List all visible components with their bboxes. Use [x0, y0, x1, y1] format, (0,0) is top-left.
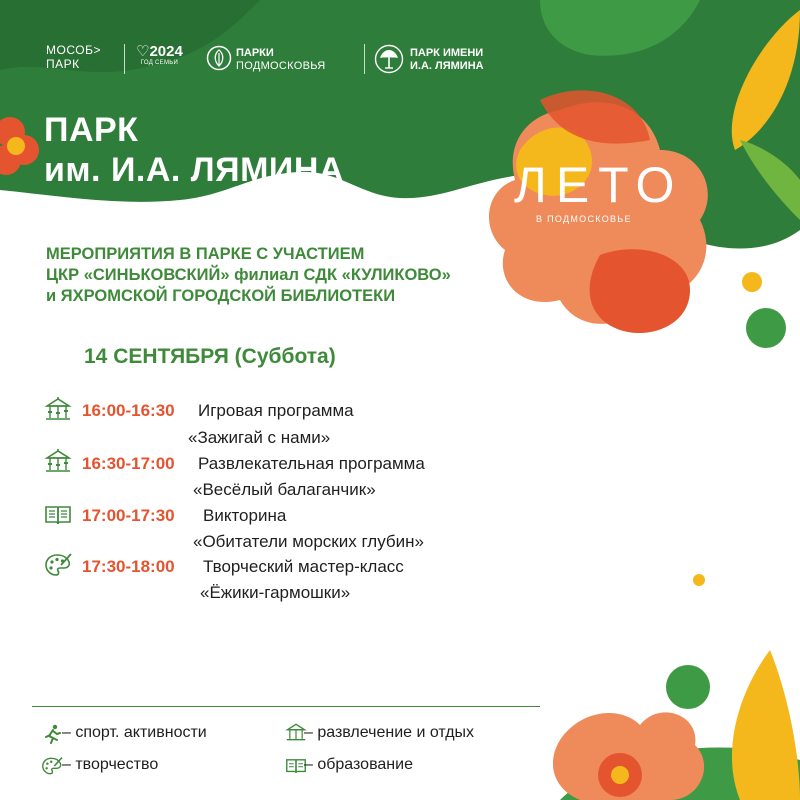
logo-park-lyamina: ПАРК ИМЕНИ И.А. ЛЯМИНА [410, 47, 484, 72]
logo-divider [364, 44, 365, 74]
legend-divider [32, 706, 540, 707]
event-name: Игровая программа [198, 401, 354, 420]
event-time: 17:00-17:30 [82, 506, 175, 525]
event-time: 17:30-18:00 [82, 557, 175, 576]
legend-sport-label: – спорт. активности [62, 724, 207, 741]
green-dot [746, 308, 786, 348]
legend-entertainment-label: – развлечение и отдых [304, 724, 475, 741]
palette-icon [40, 756, 64, 776]
event-name: Викторина [203, 506, 287, 525]
event-name: Творческий мастер-класс [203, 557, 404, 576]
event-date: 14 СЕНТЯБРЯ (Суббота) [84, 345, 336, 368]
palette-icon [44, 552, 72, 578]
logo-mosoblpark: МОСОБ> ПАРК [46, 43, 101, 71]
tree-icon [374, 44, 404, 74]
bottom-right-decor [553, 650, 800, 800]
book-icon [44, 502, 72, 528]
yellow-dot [742, 272, 762, 292]
logo-divider [124, 44, 125, 74]
leaf-circle-icon [206, 45, 232, 71]
yellow-dot-small [693, 574, 705, 586]
event-name: Развлекательная программа [198, 454, 425, 473]
carousel-icon [44, 448, 72, 474]
legend-creativity-label: – творчество [62, 756, 159, 773]
event-title: «Ёжики-гармошки» [200, 583, 351, 602]
event-subtitle: МЕРОПРИЯТИЯ В ПАРКЕ С УЧАСТИЕМ ЦКР «СИНЬКОВСКИЙ» филиал СДК «КУЛИКОВО» и ЯХРОМСКОЙ ГОРОДСКОЙ БИБЛИОТЕКИ [46, 245, 451, 305]
leto-logo-subtitle: В ПОДМОСКОВЬЕ [536, 214, 632, 224]
event-time: 16:00-16:30 [82, 401, 175, 420]
event-time: 16:30-17:00 [82, 454, 175, 473]
leto-logo-word: ЛЕТО [514, 157, 684, 213]
event-title: «Обитатели морских глубин» [193, 532, 424, 551]
event-title: «Весёлый балаганчик» [193, 480, 376, 499]
legend-education-label: – образование [304, 756, 413, 773]
logo-parki-podmoskovya: ПАРКИ ПОДМОСКОВЬЯ [236, 47, 326, 72]
runner-icon [40, 724, 64, 744]
logo-year-of-family: ♡2024 ГОД СЕМЬИ [136, 43, 183, 67]
page-title: ПАРК им. И.А. ЛЯМИНА [44, 111, 344, 189]
event-title: «Зажигай с нами» [188, 428, 331, 447]
carousel-icon [44, 396, 72, 422]
